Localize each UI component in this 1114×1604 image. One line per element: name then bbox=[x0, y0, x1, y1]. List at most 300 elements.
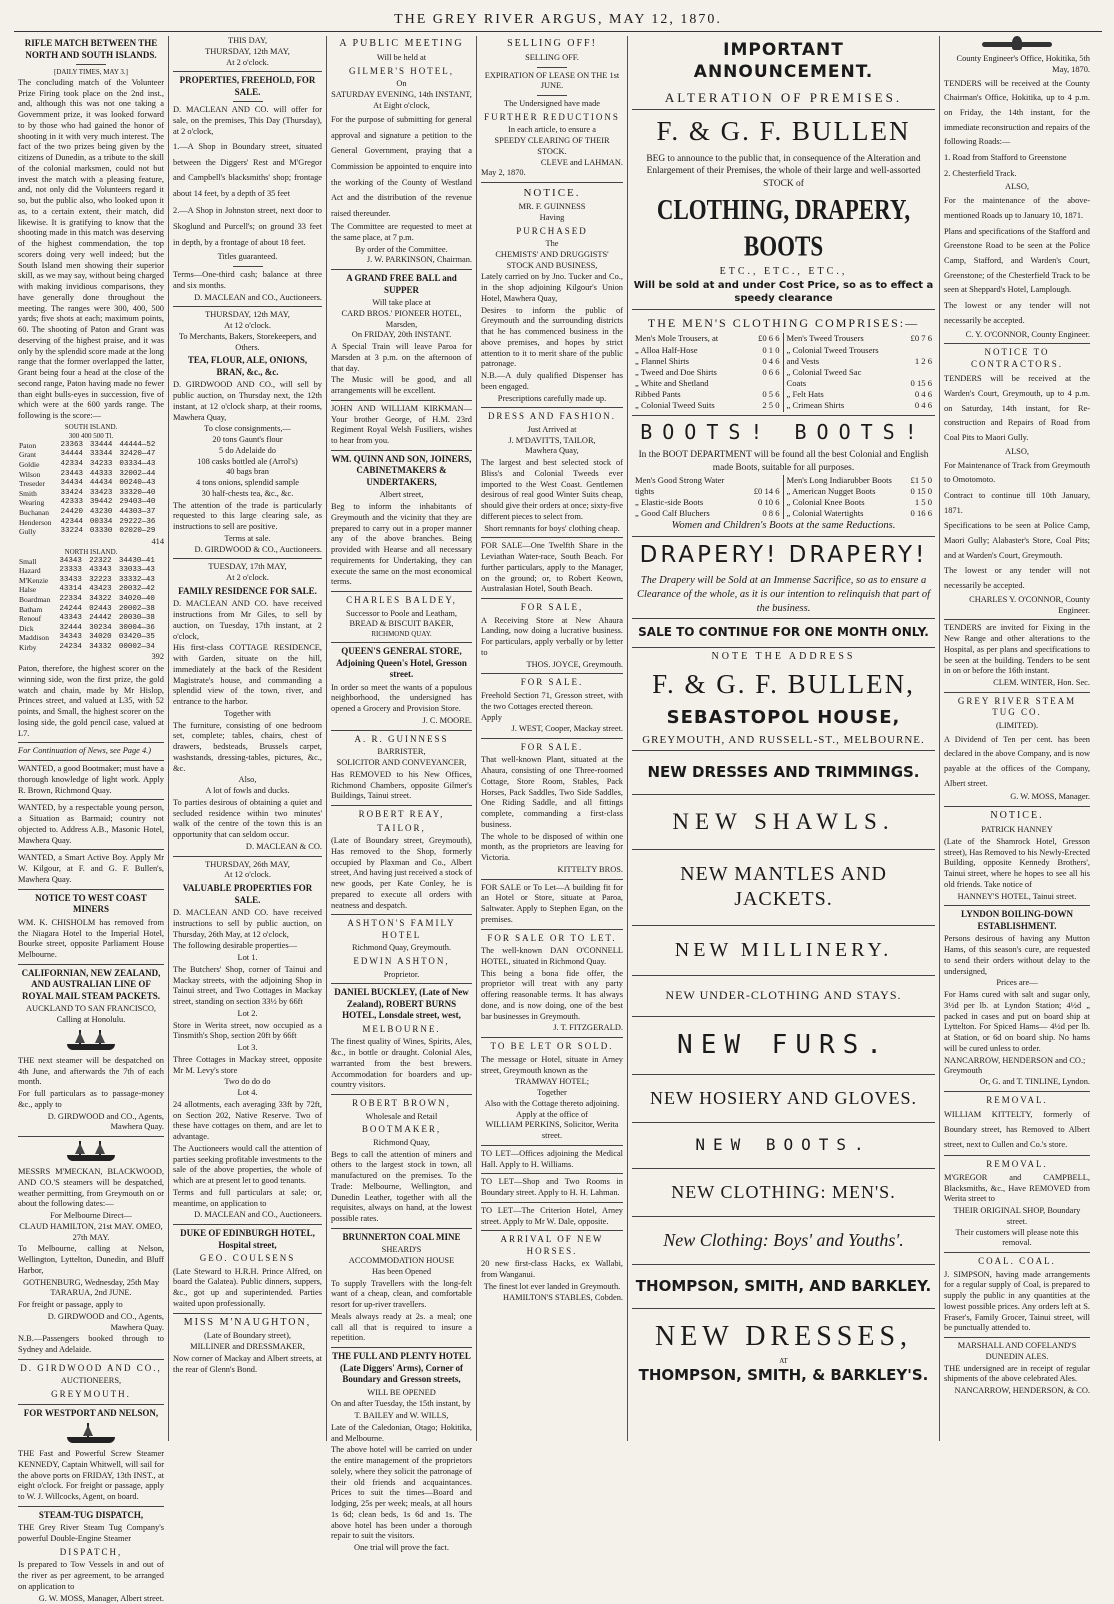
shooter-name: Grant bbox=[19, 450, 37, 460]
score-cell: 33424 bbox=[60, 488, 83, 497]
score-cell: 42334 bbox=[60, 460, 83, 469]
forsale-3b: The whole to be disposed of within one month, as the proprietors are leaving for Victoria. bbox=[481, 831, 623, 863]
shooter-name: Henderson bbox=[19, 517, 52, 527]
brown-2: BOOTMAKER, bbox=[361, 1124, 442, 1135]
or-tinline: Or, G. and T. TINLINE, Lyndon. bbox=[979, 1077, 1090, 1087]
tenders-3: TENDERS are invited for Fixing in the New Range and other alterations to the Hospital, as per plans and specifications to be seen at the building. Tenders to be sent in on or before the 16th instant. bbox=[944, 623, 1090, 676]
score-cell: 33332—43 bbox=[118, 575, 155, 584]
clothing-title: CLOTHING, DRAPERY, BOOTS bbox=[656, 193, 911, 262]
steamtug-co-title: GREY RIVER STEAM TUG CO. bbox=[957, 695, 1077, 718]
price-value: 0 4 6 bbox=[914, 389, 932, 400]
hanney-text: (Late of the Shamrock Hotel, Gresson street), Has Removed to his Newly-Erected Building, opposite Kennedy Brothers', Tainui street, where he hopes to see all his old friends. Take notice of bbox=[944, 836, 1090, 889]
melb-direct: For Melbourne Direct— bbox=[50, 1211, 132, 1221]
new-clothing-boys: New Clothing: Boys' and Youths'. bbox=[663, 1229, 904, 1250]
mens-title: THE MEN'S CLOTHING COMPRISES:— bbox=[647, 316, 920, 330]
maclean-auctioneers-3: D. MACLEAN and CO., Auctioneers. bbox=[194, 1210, 322, 1220]
forsale-3-title: FOR SALE. bbox=[520, 741, 584, 752]
dividend: A Dividend of Ten per cent. has been declared in the above Company, and is now payable at the offices of the Company, Albert street. bbox=[944, 734, 1090, 788]
vlot-3-head: Lot 3. bbox=[237, 1043, 258, 1053]
auckland-route: AUCKLAND TO SAN FRANCISCO, Calling at Honolulu. bbox=[26, 1004, 156, 1025]
quinn-text: Beg to inform the inhabitants of Greymouth and the vicinity that they are prepared to carry out in a proper manner any of the above branches. Being provided with Hearse and all necessary requirements for Undertaking, they can execute the same on the most economical terms. bbox=[331, 502, 472, 587]
girdwood-agents: D. GIRDWOOD and CO., Agents, Mawhera Quay. bbox=[47, 1111, 164, 1132]
price-row bbox=[787, 486, 933, 497]
quinn-title: WM. QUINN AND SON, JOINERS, CABINETMAKERS & UNDERTAKERS, bbox=[331, 453, 472, 487]
tararua: GOTHENBURG, Wednesday, 25th May TARARUA, 2nd JUNE. bbox=[22, 1277, 160, 1298]
steamtug-text: THE Grey River Steam Tug Company's powerful Double-Engine Steamer bbox=[18, 1523, 164, 1544]
at-twelve: At 12 o'clock. bbox=[224, 321, 271, 331]
price-item: Men's Tweed Trousers bbox=[786, 333, 864, 344]
fullplenty-title: THE FULL AND PLENTY HOTEL (Late Diggers' Arms), Corner of Boundary and Gresson streets, bbox=[332, 1351, 471, 1385]
buckley-text: The finest quality of Wines, Spirits, Ales, &c., in bottle or draught. Colonial Ales, warranted from the best brewers. Accommodation for boarders and up-country visitors. bbox=[331, 1037, 472, 1090]
tobelet: The message or Hotel, situate in Arney street, Greymouth known as the bbox=[481, 1054, 623, 1075]
forsale-2: Freehold Section 71, Gresson street, with the two Cottages erected thereon. bbox=[481, 690, 623, 711]
brown-title: ROBERT BROWN, bbox=[352, 1098, 451, 1109]
oconnell: The well-known DAN O'CONNELL HOTEL, situated in Richmond Quay. bbox=[481, 946, 623, 966]
score-cell: 34444 bbox=[60, 450, 83, 459]
drapery-text: The Drapery will be Sold at an Immense Sacrifice, so as to ensure a Clearance of the whole, as it is our intention to relinquish that part of the business. bbox=[636, 575, 931, 614]
titles: Titles guaranteed. bbox=[217, 252, 278, 262]
removal-2b: THEIR ORIGINAL SHOP, Boundary street. bbox=[953, 1206, 1081, 1226]
thursday-26: THURSDAY, 26th MAY, bbox=[205, 859, 290, 869]
terms: Terms—One-third cash; balance at three and six months. bbox=[173, 270, 322, 290]
auctioneers-label: AUCTIONEERS, bbox=[60, 1376, 122, 1386]
score-row bbox=[18, 479, 164, 489]
score-cell: 03334—43 bbox=[119, 460, 156, 469]
forsale-share: FOR SALE—One Twelfth Share in the Leviathan Water-race, South Beach. For further particulars, apply to the Manager, on the ground; or, to Robert Keown, Australasian Hotel, South Beach. bbox=[481, 541, 623, 594]
price-value: £0 7 6 bbox=[910, 333, 932, 344]
baldey-title: CHARLES BALDEY, bbox=[346, 595, 457, 606]
boots-right bbox=[784, 475, 936, 520]
score-cell: 34020—40 bbox=[118, 594, 155, 603]
reay-title: ROBERT REAY, bbox=[358, 809, 445, 819]
price-value: £0 6 6 bbox=[758, 333, 780, 344]
barrister: BARRISTER, bbox=[377, 747, 426, 757]
price-item: „ Flannel Shirts bbox=[635, 355, 689, 366]
score-cell: 33423 bbox=[89, 488, 113, 497]
price-item: „ Elastic-side Boots bbox=[635, 496, 704, 507]
pm-2: GILMER'S HOTEL, bbox=[348, 65, 455, 76]
score-cell: 34322 bbox=[89, 594, 112, 603]
just-arrived: Just Arrived at bbox=[527, 424, 577, 434]
score-cell: 44303—37 bbox=[119, 508, 156, 517]
address: GREYMOUTH, AND RUSSELL-ST., MELBOURNE. bbox=[642, 733, 925, 746]
score-cell: 33224 bbox=[60, 527, 83, 536]
price-row bbox=[787, 345, 933, 356]
arrival-title: ARRIVAL OF NEW HORSES. bbox=[500, 1234, 604, 1256]
to-melbourne: To Melbourne, calling at Nelson, Wellington, Lyttelton, Dunedin, and Bluff Harbor, bbox=[18, 1244, 164, 1275]
pm-order: By order of the Committee. bbox=[355, 244, 448, 254]
milliner: MILLINER and DRESSMAKER, bbox=[190, 1342, 305, 1352]
price-value: 0 1 0 bbox=[762, 344, 780, 355]
steamship-icon bbox=[61, 1030, 121, 1052]
north-label: NORTH ISLAND. bbox=[64, 547, 118, 556]
lowest-1: The lowest or any tender will not necessarily be accepted. bbox=[944, 301, 1090, 325]
thursday-12: THURSDAY, 12th MAY, bbox=[205, 310, 290, 320]
shooter-name: Maddison bbox=[19, 633, 49, 643]
price-item: „ Colonial Watertights bbox=[786, 508, 864, 519]
tsb-1: THOMPSON, SMITH, AND BARKLEY. bbox=[635, 1276, 932, 1295]
vlot-4: 24 allotments, each averaging 33ft by 72ft, on Section 202, Native Reserve. Two of these have cottages on them, and are let to advantage. bbox=[173, 1099, 322, 1142]
steamship-icon-2 bbox=[61, 1141, 121, 1163]
brunnerton-text: To supply Travellers with the long-felt want of a cheap, clean, and comfortable resort for up-river travellers. bbox=[331, 1278, 472, 1310]
lot-2: 2.—A Shop in Johnston street, next door to Skoglund and Purcell's; on ground 33 feet in depth, by a frontage of about 18 feet. bbox=[173, 206, 322, 248]
shooter-name: Dick bbox=[19, 623, 34, 633]
score-cell: 24234 bbox=[59, 642, 82, 651]
hanney-hotel: HANNEY'S HOTEL, Tainui street. bbox=[957, 891, 1077, 901]
price-item: Men's Mole Trousers, at bbox=[635, 333, 719, 344]
score-cell: 32420—47 bbox=[119, 450, 156, 459]
score-cell: 29222—36 bbox=[119, 517, 156, 526]
mens-price-table bbox=[632, 333, 935, 411]
guinness-title: A. R. GUINNESS bbox=[354, 733, 449, 744]
cleve-lahman: CLEVE and LAHMAN. bbox=[540, 157, 623, 167]
score-cell: 03330 bbox=[89, 527, 113, 536]
price-value: 0 5 6 bbox=[762, 389, 780, 400]
forsale-1: A Receiving Store at New Ahaura Landing, now doing a lucrative business. For particulars, apply verbally or by letter to bbox=[481, 615, 623, 657]
score-row bbox=[18, 576, 164, 586]
at-two: At 2 o'clock. bbox=[226, 57, 269, 67]
fowls: A lot of fowls and ducks. bbox=[205, 786, 290, 796]
prices-text: For Hams cured with salt and sugar only, 3½d per lb. at Lyndon Station; 4½d „ packed in cases and put on board ship at Lyttelton. For Spiced Hams— 4½d per lb. at Station, or 6d on board ship. No hams will be cured unless to order. bbox=[944, 990, 1090, 1053]
winter: CLEM. WINTER, Hon. Sec. bbox=[993, 678, 1090, 688]
column-1 bbox=[14, 36, 169, 1603]
ball-3: Marsden, bbox=[385, 319, 418, 329]
price-value: 0 4 6 bbox=[762, 355, 780, 366]
chemists-text-2: Desires to inform the public of Greymouth and the surrounding districts that he has commenced business in the above premises, and hopes by strict attention to it to merit share of the public patronage. bbox=[481, 305, 623, 369]
bailey: T. BAILEY and W. WILLS, bbox=[354, 1411, 449, 1421]
finest-lot: The finest lot ever landed in Greymouth. bbox=[483, 1281, 621, 1291]
ball-2: CARD BROS.' PIONEER HOTEL, bbox=[341, 308, 462, 318]
cleve-date: May 2, 1870. bbox=[481, 168, 526, 178]
price-row bbox=[787, 400, 933, 411]
new-mantles: NEW MANTLES AND JACKETS. bbox=[680, 862, 887, 911]
next-steamer: THE next steamer will be despatched on 4th June, and afterwards the 7th of each month. bbox=[18, 1055, 164, 1087]
notice-miners-title: NOTICE TO WEST COAST MINERS bbox=[35, 892, 147, 915]
score-cell: 32444 bbox=[59, 623, 82, 632]
north-score-table bbox=[18, 557, 164, 653]
sale-month: SALE TO CONTINUE FOR ONE MONTH ONLY. bbox=[638, 625, 929, 640]
at-label: AT bbox=[779, 1356, 788, 1365]
ashton-title: ASHTON'S FAMILY HOTEL bbox=[347, 918, 456, 940]
cottage-4: Also with the Cottage thereto adjoining. bbox=[484, 1098, 620, 1108]
to-merchants: To Merchants, Bakers, Storekeepers, and Others. bbox=[178, 331, 317, 352]
price-item: Men's Long Indiarubber Boots bbox=[786, 474, 892, 485]
mdavitts: J. M'DAVITTS, TAILOR, bbox=[508, 435, 596, 445]
maintenance: For the maintenance of the above-mentioned Roads up to January 10, 1871. bbox=[944, 196, 1090, 220]
tea-flour-title: TEA, FLOUR, ALE, ONIONS, BRAN, &c., &c. bbox=[187, 355, 308, 377]
new-dresses-2: NEW DRESSES, bbox=[654, 1320, 913, 1352]
women-boots: Women and Children's Boots at the same Reductions. bbox=[671, 520, 896, 532]
price-item: „ Good Calf Bluchers bbox=[635, 508, 710, 519]
pm-5: At Eight o'clock, bbox=[373, 100, 430, 110]
dispatch-name: DISPATCH, bbox=[59, 1546, 123, 1557]
contract: Contract to continue till 10th January, 1871. bbox=[944, 490, 1090, 515]
score-cell: 43314 bbox=[59, 585, 82, 594]
steamtug-text-2: Is prepared to Tow Vessels in and out of the river as per agreement, to be arranged on application to bbox=[18, 1560, 164, 1591]
together: Together with bbox=[224, 708, 271, 718]
maclean-co: D. MACLEAN & CO. bbox=[245, 841, 322, 851]
consignment-item: 30 half-chests tea, &c., &c. bbox=[201, 488, 294, 498]
score-row bbox=[18, 643, 164, 653]
shooter-name: Wilson bbox=[19, 469, 41, 479]
price-item: Coats bbox=[786, 378, 807, 389]
forsale-let: FOR SALE or To Let—A building fit for an Hotel or Store, situate at Paroa, Saltwater. Apply to Stephen Egan, on the premises. bbox=[481, 882, 623, 924]
girdwood-auctioneers-title: D. GIRDWOOD AND CO., bbox=[20, 1362, 162, 1373]
score-cell: 33344 bbox=[89, 450, 113, 459]
having: Having bbox=[539, 212, 565, 222]
score-cell: 24244 bbox=[59, 604, 82, 613]
vlot-1: The Butchers' Shop, corner of Tainui and Mackay streets, with the adjoining Shop in Tainui street, and Two Cottages in Mackay street, standing on section 33½ by 66ft bbox=[173, 964, 322, 1007]
each-article: In each article, to ensure a bbox=[508, 125, 596, 135]
score-cell: 00334 bbox=[89, 517, 113, 526]
score-cell: 34233 bbox=[89, 460, 113, 469]
price-row bbox=[787, 367, 933, 378]
score-cell: 23443 bbox=[60, 469, 83, 478]
shooter-name: Hazard bbox=[19, 566, 41, 576]
price-value: £1 5 0 bbox=[910, 474, 932, 485]
auctioneers-call: The Auctioneers would call the attention of parties seeking profitable investments to the sale of the above properties, the whole of which are at present let to good tenants. bbox=[173, 1143, 322, 1186]
consignment-item: 5 do Adelaide do bbox=[219, 445, 276, 455]
price-row bbox=[635, 367, 780, 378]
price-value: 0 15 6 bbox=[910, 378, 932, 389]
price-value: 1 2 6 bbox=[914, 355, 932, 366]
shooter-name: Smith bbox=[19, 488, 37, 498]
fitzgerald: J. T. FITZGERALD. bbox=[553, 1023, 623, 1033]
removal-2-title: REMOVAL. bbox=[986, 1159, 1048, 1170]
column-6 bbox=[940, 36, 1094, 1441]
wanted-ad-1: WANTED, a good Bootmaker; must have a thorough knowledge of light work. Apply R. Brown, Richmond Quay. bbox=[18, 764, 164, 795]
coal-title: COAL. COAL. bbox=[978, 1256, 1056, 1267]
marshall-text: THE undersigned are in receipt of regular shipments of the above celebrated Ales. bbox=[944, 1363, 1090, 1384]
ball-4: On FRIDAY, 20th INSTANT. bbox=[351, 330, 452, 340]
notice-6-title: NOTICE. bbox=[990, 810, 1044, 822]
fullplenty-text: The above hotel will be carried on under the entire management of the proprietors solely, where they solicit the patronage of their old friends and acquaintances. Prices to suit the times—Board and lodging, 25s per week; meals, at all hours 1s 6d; clean beds, 1s 6d and 1s. The above hotel has been under a thorough repair to suit the visitors. bbox=[331, 1445, 472, 1541]
column-5 bbox=[628, 36, 940, 1441]
duke-text: (Late Steward to H.R.H. Prince Alfred, on board the Galatea). Public dinners, suppers, &c., got up and superintended. Parties waited upon professionally. bbox=[173, 1266, 322, 1308]
removal-1-title: REMOVAL. bbox=[986, 1094, 1048, 1105]
score-cell: 20030—38 bbox=[118, 614, 155, 623]
consignment-item: 4 tons onions, splendid sample bbox=[195, 478, 300, 488]
perkins: WILLIAM PERKINS, Solicitor, Werita street. bbox=[485, 1120, 619, 1140]
lowest-2: The lowest or any tender will not necessarily be accepted. bbox=[944, 566, 1090, 591]
baldey-1: Successor to Poole and Leatham, bbox=[346, 608, 457, 618]
coal-text: J. SIMPSON, having made arrangements for a regular supply of Coal, is prepared to supply the public in any quantities at the lowest possible prices. Any orders left at S. Fraser's, Family Grocer, Tainui street, will be punctually attended to. bbox=[944, 1269, 1090, 1333]
westport-title: FOR WESTPORT AND NELSON, bbox=[23, 1407, 159, 1418]
score-row bbox=[18, 518, 164, 528]
brunnerton-meals: Meals always ready at 2s. a meal; one call all that is required to insure a repetition. bbox=[331, 1311, 472, 1343]
this-day: THIS DAY, bbox=[227, 36, 268, 45]
queens-title: QUEEN'S GENERAL STORE, Adjoining Queen's Hotel, Gresson street. bbox=[336, 646, 467, 680]
parties: To parties desirous of obtaining a quiet and secluded residence within two minutes' walk of the centre of the town this is an opportunity that can seldom occur. bbox=[173, 797, 322, 840]
alteration: ALTERATION OF PREMISES. bbox=[664, 89, 903, 105]
passage: For full particulars as to passage-money &c., apply to bbox=[18, 1089, 164, 1109]
price-row bbox=[635, 400, 780, 411]
brunnerton-title: BRUNNERTON COAL MINE bbox=[342, 1231, 461, 1242]
shooter-name: Paton bbox=[19, 440, 37, 450]
price-item: tights bbox=[635, 485, 655, 496]
shooter-name: Buchanan bbox=[19, 508, 49, 518]
etc: ETC., ETC., ETC., bbox=[719, 265, 848, 277]
score-row bbox=[18, 441, 164, 451]
score-cell: 29403—40 bbox=[119, 498, 156, 507]
lot-1: 1.—A Shop in Boundary street, situated between the Diggers' Rest and M'Gregor and Campbell's blacksmiths' shop; frontage about 14 feet, by a depth of 35 feet bbox=[173, 141, 322, 199]
price-item: and Vests bbox=[786, 355, 820, 366]
new-underclothing: NEW UNDER-CLOTHING AND STAYS. bbox=[665, 988, 902, 1003]
family-residence-title: FAMILY RESIDENCE FOR SALE. bbox=[178, 585, 317, 596]
price-row bbox=[635, 475, 780, 486]
new-shawls: NEW SHAWLS. bbox=[672, 809, 895, 835]
miss-addr: Now corner of Mackay and Albert streets, at the rear of Glenn's Bond. bbox=[173, 1353, 322, 1374]
shooter-name: Boardman bbox=[19, 594, 51, 604]
price-row bbox=[787, 389, 933, 400]
rifle-text-2: Paton, therefore, the highest scorer on the winning side, won the first prize, the gold watch and chain, made by Mr Hislop, Princes street, and valued at L35, with 52 points, and Small, the highest scorer on the losing side, the gold pencil case, valued at L7. bbox=[18, 664, 164, 738]
price-item: Ribbed Pants bbox=[635, 389, 681, 400]
score-cell: 02443 bbox=[89, 604, 112, 613]
tenders-1: TENDERS will be received at the County Chairman's Office, Hokitika, up to 4 p.m. on Friday, the 14th instant, for the immediate reconstruction and repairs of the following Roads:— bbox=[944, 78, 1090, 147]
score-cell: 34332 bbox=[89, 642, 112, 651]
also-2: ALSO, bbox=[1005, 446, 1029, 456]
price-value: 0 15 0 bbox=[910, 485, 932, 496]
boots-title: BOOTS! BOOTS! bbox=[640, 419, 927, 444]
miss-late: (Late of Boundary street), bbox=[204, 1331, 291, 1341]
score-cell: 00002—34 bbox=[118, 642, 155, 651]
price-row bbox=[635, 389, 780, 400]
price-row bbox=[635, 333, 780, 344]
lyndon-text: Persons desirous of having any Mutton Hams, of this season's cure, are requested to send their orders without delay to the undersigned, bbox=[944, 934, 1090, 976]
will-be-opened: WILL BE OPENED bbox=[367, 1387, 436, 1397]
buckley-title: DANIEL BUCKLEY, (Late of New Zealand), ROBERT BURNS HOTEL, Lonsdale street, west, bbox=[334, 987, 469, 1021]
pm-3: On bbox=[396, 79, 407, 89]
royal-crest-icon bbox=[982, 36, 1052, 52]
score-row bbox=[18, 566, 164, 576]
kirkman: JOHN AND WILLIAM KIRKMAN— Your brother George, of H.M. 23rd Regiment Royal Welsh Fusiliers, wishes to hear from you. bbox=[331, 403, 472, 446]
consignment-items bbox=[173, 435, 322, 500]
terms-particulars: Terms and full particulars at sale; or, meantime, on application to bbox=[173, 1187, 322, 1208]
ranges-header: 300 400 500 Tl. bbox=[68, 431, 114, 440]
column-4 bbox=[477, 36, 628, 1441]
brown-1: Wholesale and Retail bbox=[365, 1111, 438, 1121]
bullen-title-2: F. & G. F. BULLEN, bbox=[652, 669, 915, 700]
score-cell: 30004—36 bbox=[118, 623, 155, 632]
score-row bbox=[18, 595, 164, 605]
nb-passengers: N.B.—Passengers booked through to Sydney and Adelaide. bbox=[18, 1334, 164, 1355]
queens-text: In order so meet the wants of a populous neighborhood, the undersigned has opened a Grocery and Provision Store. bbox=[331, 682, 472, 714]
mawhera: Mawhera Quay, bbox=[525, 446, 579, 456]
consignments: To close consignments,— bbox=[204, 424, 291, 434]
road-1: 1. Road from Stafford to Greenstone bbox=[944, 153, 1067, 163]
price-value: £0 14 6 bbox=[753, 485, 780, 496]
score-cell: 24442 bbox=[89, 614, 112, 623]
rifle-text: The concluding match of the Volunteer Prize Firing took place on the 2nd inst., and, although this was not one taking a Government prize, it was looked forward to by those who had gained the honor of shooting in it with very much interest. The fact of the two prizes being given by the citizens of Dunedin, as a tribute to the skill of the colonial marksmen, could not but invest the match with a pleasing feature, and, not only did the Volunteers regard it so, but the public also, who looked upon it as, to a certain extent, their match, did likewise. It is gratifying to know that the shooting made in this match was deserving of the highest commendation, the top scorers doing very well indeed; but the South Island men showing their superior skill, as we may say, without being charged with making invidious comparisons, they have generally done throughout the meeting. The ranges were 300, 400, 500 yards; five shots at each; maximum points, 60. The shooting of Paton and Grant was deserving of the highest praise, and it was only by the splendid score made at the long range that the former overlapped the latter, Grant being four a head at the close of the second range, Paton having made no fewer than eight bulls-eyes in succession, five of which were at the 600 yards range. The following is the score:— bbox=[18, 77, 164, 421]
road-2: 2. Chesterfield Track. bbox=[944, 168, 1017, 178]
score-row bbox=[18, 450, 164, 460]
consignment-item: 20 tons Gaunt's flour bbox=[212, 435, 283, 445]
greymouth-label: GREYMOUTH. bbox=[51, 1389, 131, 1400]
shooter-name: Wearing bbox=[19, 498, 45, 508]
price-row bbox=[787, 508, 933, 519]
shooter-name: Renouf bbox=[19, 614, 42, 624]
price-value: 2 5 0 bbox=[762, 400, 780, 411]
kittelty-bros: KITTELTY BROS. bbox=[557, 864, 623, 874]
score-cell: 34343 bbox=[59, 556, 82, 565]
fullplenty-end: One trial will prove the fact. bbox=[354, 1543, 449, 1553]
dress-text: The largest and best selected stock of Bliss's and Colonial Tweeds ever imported to the West Coast. Gentlemen desirous of real good Winter Suits cheap, should give their orders at once; sixty-five different pieces to select from. bbox=[481, 458, 623, 521]
brown-text: Begs to call the attention of miners and others to the largest stock in town, all manufactured on the premises. To the Trade: Melbourne, Wellington, and Dunedin Leather, together with all the requisites, always on hand, at the lowest possible rates. bbox=[331, 1149, 472, 1224]
purchased: PURCHASED bbox=[516, 225, 588, 236]
south-total: 414 bbox=[151, 536, 164, 546]
shooter-name: Batham bbox=[19, 604, 43, 614]
orsale-title: FOR SALE OR TO LET. bbox=[487, 932, 617, 943]
vlot-2: Store in Werita street, now occupied as a Tinsmith's Shop, section 20ft by 66ft bbox=[173, 1020, 322, 1041]
score-cell: 43230 bbox=[89, 508, 113, 517]
public-meeting-title: A PUBLIC MEETING bbox=[339, 38, 464, 49]
hamilton: HAMILTON'S STABLES, Cobden. bbox=[503, 1292, 623, 1302]
score-cell: 42333 bbox=[60, 498, 83, 507]
apply: Apply bbox=[481, 713, 502, 723]
score-cell: 44333 bbox=[89, 469, 113, 478]
kennedy-text: THE Fast and Powerful Screw Steamer KENNEDY, Captain Whitwell, will sail for the above ports on FRIDAY, 13th INST., at eight o'clock. For freight or passage, apply to W. J. Willcocks, Agent, on board. bbox=[18, 1449, 164, 1502]
score-row bbox=[18, 489, 164, 499]
price-item: „ Colonial Knee Boots bbox=[786, 496, 865, 507]
pm-text: For the purpose of submitting for general approval and signature a petition to the General Government, praying that a Commission be appointed to enquire into the working of the County of Westland Act and the distribution of the revenue raised thereunder. bbox=[331, 115, 472, 218]
reay-text: (Late of Boundary street, Greymouth), Has removed to the Shop, formerly occupied by Plaxman and Co., Albert street, And having just received a stock of new goods, per Kate Conley, he is prepared to execute all orders with neatness and despatch. bbox=[331, 836, 472, 910]
wanted-ad-2: WANTED, by a respectable young person, a Situation as Barmaid; country not objected to. Address A.B., Masonic Hotel, Mawhera Quay. bbox=[18, 803, 164, 845]
score-row bbox=[18, 624, 164, 634]
arrival: 20 new first-class Hacks, ex Wallabi, from Wanganui. bbox=[481, 1259, 623, 1280]
speedy-clearing: SPEEDY CLEARING OF THEIR STOCK. bbox=[494, 136, 610, 156]
price-row bbox=[635, 486, 780, 497]
guinness-text: Has REMOVED to his New Offices, Richmond Chambers, opposite Gilmer's Buildings, Tainui street. bbox=[331, 769, 472, 801]
score-cell: 23363 bbox=[60, 440, 83, 449]
new-millinery: NEW MILLINERY. bbox=[674, 938, 893, 961]
quinn-addr: Albert street, bbox=[379, 490, 424, 500]
oconnor-2: CHARLES Y. O'CONNOR, County Engineer. bbox=[969, 594, 1090, 615]
column-2 bbox=[169, 36, 327, 1441]
forsale-1-title: FOR SALE, bbox=[520, 602, 584, 613]
score-row bbox=[18, 527, 164, 537]
score-cell: 43423 bbox=[89, 585, 112, 594]
score-cell: 32223 bbox=[89, 575, 112, 584]
boots-left bbox=[632, 475, 784, 520]
girdwood-sale: D. GIRDWOOD AND CO., will sell by public auction, on Thursday next, the 12th instant, at 12 o'clock sharp, at their rooms, Mawhera Quay, bbox=[173, 380, 322, 422]
also-1: ALSO, bbox=[1005, 182, 1029, 192]
nancarrow-2: NANCARROW, HENDERSON, & CO. bbox=[954, 1386, 1090, 1396]
price-row bbox=[787, 333, 933, 344]
also: Also, bbox=[238, 775, 257, 785]
shooter-name: Gully bbox=[19, 527, 37, 537]
track: For Maintenance of Track from Greymouth to Omotomoto. bbox=[944, 460, 1090, 485]
undersigned: The Undersigned have made bbox=[503, 99, 601, 109]
shooter-name: Small bbox=[19, 556, 37, 566]
brunnerton-3: Has been Opened bbox=[371, 1266, 432, 1276]
furniture: The furniture, consisting of one bedroom set, complete; tables, chairs, chest of drawers, bedsteads, Brussels carpet, washstands, dressing-tables, pictures, &c., &c. bbox=[173, 720, 322, 773]
duke-title: DUKE OF EDINBURGH HOTEL, Hospital street, bbox=[180, 1228, 315, 1250]
north-total: 392 bbox=[151, 652, 164, 662]
score-cell: 33320—40 bbox=[119, 488, 156, 497]
score-row bbox=[18, 460, 164, 470]
west: J. WEST, Cooper, Mackay street. bbox=[511, 724, 623, 734]
score-cell: 30234 bbox=[89, 623, 112, 632]
score-cell: 24420 bbox=[60, 508, 83, 517]
remnants: Short remnants for boys' clothing cheap. bbox=[484, 523, 620, 533]
moss-6: G. W. MOSS, Manager. bbox=[1010, 792, 1090, 802]
vlot-3: Three Cottages in Mackay street, opposite Mr M. Levy's store bbox=[173, 1054, 322, 1075]
maclean-instructions: D. MACLEAN AND CO. have received instructions from Mr Giles, to sell by auction, on Tuesday, 17th instant, at 2 o'clock, bbox=[173, 599, 322, 641]
thursday-date: THURSDAY, 12th MAY, bbox=[205, 46, 290, 56]
consignment-item: 40 bags bran bbox=[226, 467, 269, 477]
selling-off: SELLING OFF. bbox=[525, 52, 579, 62]
score-row bbox=[18, 498, 164, 508]
